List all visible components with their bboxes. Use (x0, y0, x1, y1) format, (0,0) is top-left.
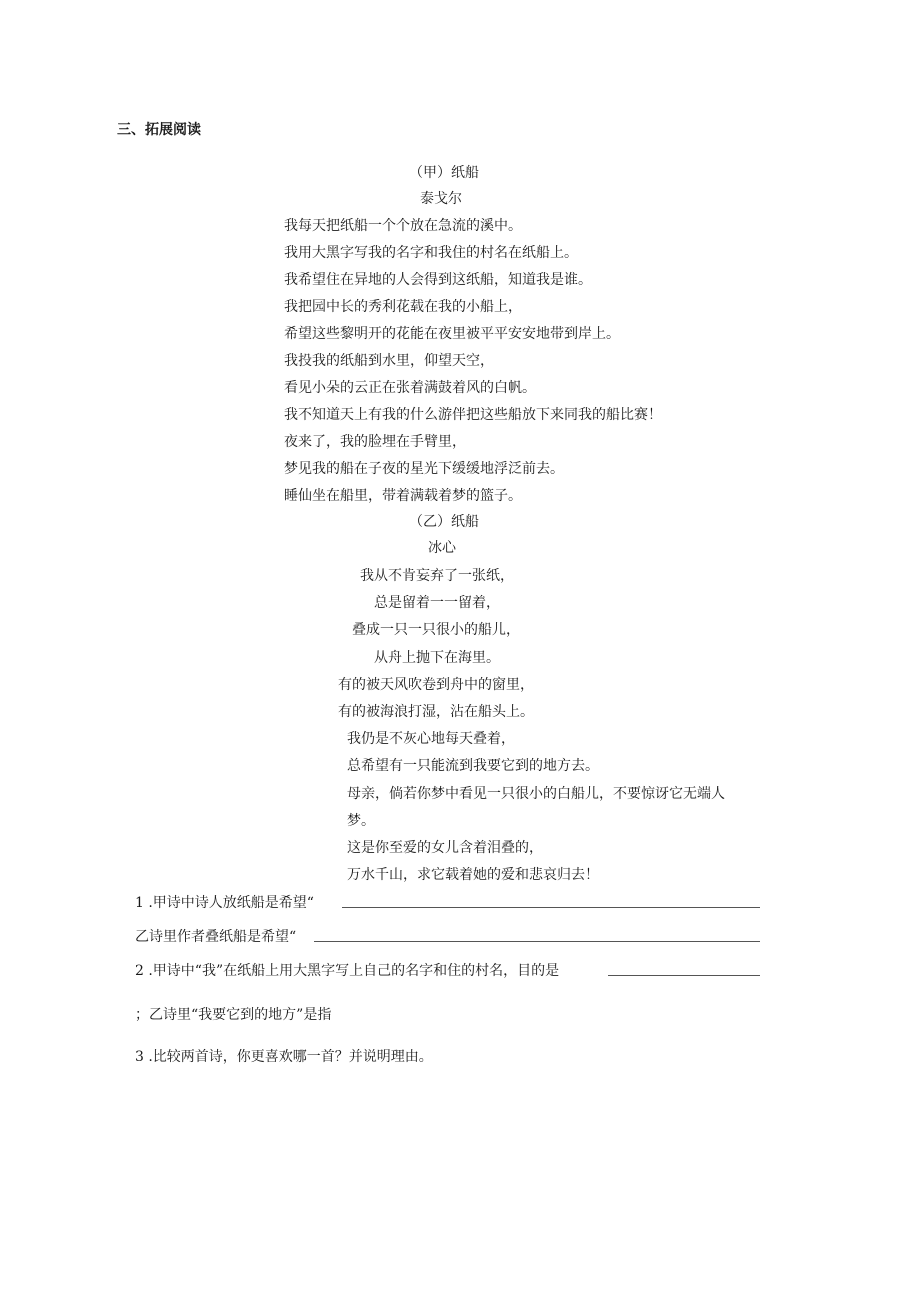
poem-b-line: 这是你至爱的女儿含着泪叠的， (347, 840, 543, 856)
answer-blank-q1-b[interactable] (314, 941, 760, 942)
poem-a-line: 我每天把纸船一个个放在急流的溪中。 (284, 218, 522, 234)
answer-blank-q1-a[interactable] (342, 907, 760, 908)
poem-a-title: （甲）纸船 (409, 165, 479, 181)
poem-a-line: 看见小朵的云正在张着满鼓着风的白帆。 (284, 380, 536, 396)
poem-b-line: 从舟上抛下在海里。 (374, 650, 500, 666)
poem-b-line: 叠成一只一只很小的船儿， (352, 622, 520, 638)
question-1-line-2: 乙诗里作者叠纸船是希望“ (135, 929, 297, 945)
poem-b-line: 有的被海浪打湿，沾在船头上。 (338, 704, 534, 720)
question-3: 3 .比较两首诗，你更喜欢哪一首？并说明理由。 (135, 1049, 433, 1065)
poem-b-line: 梦。 (347, 813, 375, 829)
poem-a-line: 梦见我的船在子夜的星光下缓缓地浮泛前去。 (284, 461, 564, 477)
poem-b-line: 我从不肯妄弃了一张纸， (360, 568, 514, 584)
question-2-line-1: 2 .甲诗中“我”在纸船上用大黑字写上自己的名字和住的村名，目的是 (135, 963, 560, 979)
answer-blank-q2-a[interactable] (608, 975, 760, 976)
poem-a-line: 我不知道天上有我的什么游伴把这些船放下来同我的船比赛！ (284, 407, 662, 423)
poem-b-line: 我仍是不灰心地每天叠着， (347, 731, 515, 747)
poem-b-line: 母亲，倘若你梦中看见一只很小的白船儿，不要惊讶它无端人 (347, 786, 725, 802)
poem-b-line: 万水千山，求它载着她的爱和悲哀归去！ (347, 867, 599, 883)
poem-b-line: 总希望有一只能流到我要它到的地方去。 (347, 758, 599, 774)
poem-a-line: 夜来了，我的脸埋在手臂里， (284, 434, 466, 450)
section-heading: 三、拓展阅读 (117, 122, 201, 138)
poem-a-line: 我把园中长的秀利花载在我的小船上， (284, 299, 522, 315)
poem-a-line: 我用大黑字写我的名字和我住的村名在纸船上。 (284, 245, 578, 261)
poem-b-line: 总是留着一一留着， (374, 595, 500, 611)
question-1-line-1: 1 .甲诗中诗人放纸船是希望“ (135, 895, 314, 911)
poem-a-line: 我投我的纸船到水里，仰望天空， (284, 353, 494, 369)
poem-b-author: 冰心 (428, 540, 456, 556)
question-2-line-2: ；乙诗里“我要它到的地方”是指 (135, 1007, 332, 1023)
poem-a-line: 希望这些黎明开的花能在夜里被平平安安地带到岸上。 (284, 326, 620, 342)
poem-b-title: （乙）纸船 (409, 514, 479, 530)
poem-a-author: 泰戈尔 (420, 191, 462, 207)
poem-b-line: 有的被天风吹卷到舟中的窗里， (338, 677, 534, 693)
poem-a-line: 睡仙坐在船里，带着满载着梦的篮子。 (284, 488, 522, 504)
poem-a-line: 我希望住在异地的人会得到这纸船，知道我是谁。 (284, 272, 592, 288)
